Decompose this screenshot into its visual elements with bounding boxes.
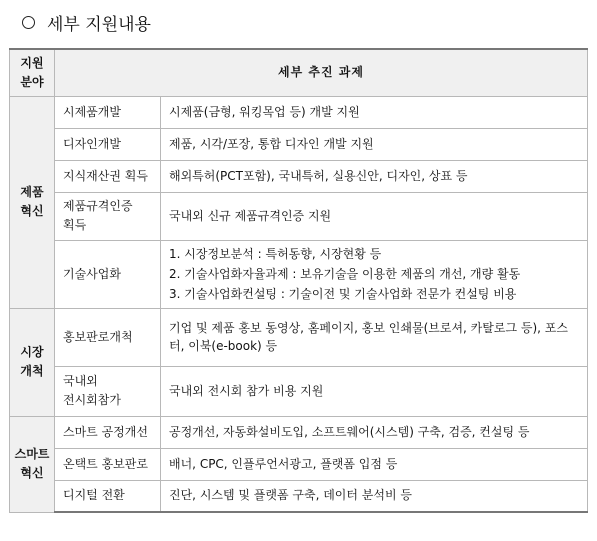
- circle-bullet-icon: [22, 16, 35, 29]
- task-cell: 지식재산권 획득: [55, 160, 161, 192]
- table-row: [10, 448, 588, 480]
- table-row: [10, 192, 588, 240]
- category-cell: 시장 개척: [10, 308, 55, 416]
- detail-cell-list: [161, 240, 588, 308]
- table-row: [10, 308, 588, 366]
- task-cell: 디지털 전환: [55, 480, 161, 512]
- task-cell: 제품규격인증 획득: [55, 192, 161, 240]
- detail-cell: 제품, 시각/포장, 통합 디자인 개발 지원: [161, 128, 588, 160]
- detail-cell: 진단, 시스템 및 플랫폼 구축, 데이터 분석비 등: [161, 480, 588, 512]
- category-cell: 제품 혁신: [10, 96, 55, 308]
- detail-cell: 공정개선, 자동화설비도입, 소프트웨어(시스템) 구축, 검증, 컨설팅 등: [161, 416, 588, 448]
- task-cell: 국내외 전시회참가: [55, 366, 161, 416]
- category-cell: 스마트 혁신: [10, 416, 55, 512]
- detail-list-item: 2. 기술사업화자율과제 : 보유기술을 이용한 제품의 개선, 개량 활동: [169, 267, 521, 282]
- table-row: [10, 240, 588, 308]
- task-cell: 홍보판로개척: [55, 308, 161, 366]
- table-header-row: [10, 49, 588, 96]
- task-cell: 기술사업화: [55, 240, 161, 308]
- table-row: [10, 96, 588, 128]
- support-table: [9, 48, 588, 513]
- task-cell: 디자인개발: [55, 128, 161, 160]
- header-detail: 세부 추진 과제: [55, 49, 588, 96]
- detail-cell: 시제품(금형, 워킹목업 등) 개발 지원: [161, 96, 588, 128]
- table-row: [10, 366, 588, 416]
- header-area: 지원 분야: [10, 49, 55, 96]
- detail-cell: 국내외 전시회 참가 비용 지원: [161, 366, 588, 416]
- table-row: [10, 160, 588, 192]
- detail-cell: 국내외 신규 제품규격인증 지원: [161, 192, 588, 240]
- table-row: [10, 128, 588, 160]
- section-heading: [22, 8, 151, 36]
- detail-cell: 배너, CPC, 인플루언서광고, 플랫폼 입점 등: [161, 448, 588, 480]
- task-cell: 시제품개발: [55, 96, 161, 128]
- table-row: [10, 480, 588, 512]
- table-row: [10, 416, 588, 448]
- detail-list-item: 1. 시장정보분석 : 특허동향, 시장현황 등: [169, 246, 382, 261]
- detail-cell: 기업 및 제품 홍보 동영상, 홈페이지, 홍보 인쇄물(브로셔, 카탈로그 등), 포스터, 이북(e-book) 등: [161, 308, 588, 366]
- detail-cell: 해외특허(PCT포함), 국내특허, 실용신안, 디자인, 상표 등: [161, 160, 588, 192]
- detail-list-item: 3. 기술사업화컨설팅 : 기술이전 및 기술사업화 전문가 컨설팅 비용: [169, 287, 517, 302]
- task-cell: 스마트 공정개선: [55, 416, 161, 448]
- task-cell: 온택트 홍보판로: [55, 448, 161, 480]
- section-title: 세부 지원내용: [47, 14, 151, 35]
